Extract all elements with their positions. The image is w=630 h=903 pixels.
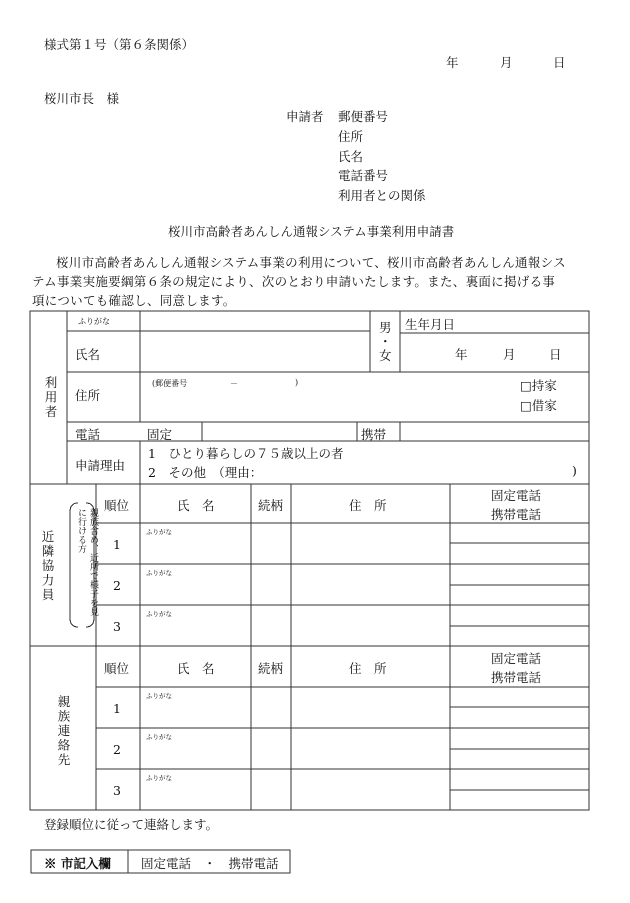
footer-note: 登録順位に従って連絡します。 (44, 817, 219, 832)
user-furigana-label: ふりがな (78, 317, 110, 326)
postal-dash: － (230, 379, 238, 388)
rent-house-checkbox[interactable]: □借家 (520, 398, 557, 413)
postal-prefix: (郵便番号 (152, 379, 188, 388)
applicant-name-label: 氏名 (338, 149, 364, 164)
applicant-postal-label: 郵便番号 (338, 109, 389, 124)
form-number: 様式第１号（第６条関係） (44, 37, 195, 52)
gender-male: 男 (379, 320, 392, 335)
neighbor-col-mobile: 携帯電話 (491, 507, 542, 522)
relative-col-relation: 続柄 (258, 661, 284, 676)
user-side-label: 利用者 (43, 376, 58, 420)
relative-furigana-2: ふりがな (146, 733, 172, 741)
relative-side-label: 親族連絡先 (56, 695, 71, 768)
landline-label: 固定 (147, 427, 173, 442)
mobile-label: 携帯 (361, 427, 387, 442)
relative-col-address: 住 所 (349, 661, 387, 676)
applicant-address-label: 住所 (338, 129, 364, 144)
relative-col-mobile: 携帯電話 (491, 670, 542, 685)
applicant-label: 申請者 (286, 109, 324, 124)
reason-close-paren: ) (572, 463, 577, 478)
relative-col-rank: 順位 (104, 661, 130, 676)
office-use-content: 固定電話 ・ 携帯電話 (141, 856, 279, 871)
applicant-relation-label: 利用者との関係 (338, 188, 426, 203)
relative-rank-2: 2 (113, 742, 121, 757)
neighbor-rank-2: 2 (113, 578, 121, 593)
addressee: 桜川市長 様 (44, 91, 120, 106)
reason-label: 申請理由 (75, 458, 126, 473)
neighbor-furigana-2: ふりがな (146, 569, 172, 577)
neighbor-col-landline: 固定電話 (491, 488, 542, 503)
postal-suffix: ) (295, 378, 299, 387)
neighbor-col-rank: 順位 (104, 498, 130, 513)
birthdate-label: 生年月日 (405, 317, 456, 332)
birth-year-label: 年 (455, 347, 468, 362)
neighbor-col-name: 氏 名 (177, 498, 215, 513)
neighbor-furigana-1: ふりがな (146, 528, 172, 536)
reason-option-2[interactable]: 2 その他 （理由： (148, 465, 263, 480)
body-paragraph (32, 253, 597, 310)
neighbor-col-address: 住 所 (349, 498, 387, 513)
body-line-3: 項についても確認し、同意します。 (32, 293, 236, 308)
relative-rank-3: 3 (113, 783, 121, 798)
reason-option-1[interactable]: 1 ひとり暮らしの７５歳以上の者 (148, 446, 344, 461)
neighbor-rank-3: 3 (113, 619, 121, 634)
relative-rank-1: 1 (113, 701, 121, 716)
body-line-1: 桜川市高齢者あんしん通報システム事業の利用について、桜川市高齢者あんしん通報シス (56, 255, 566, 270)
relative-furigana-1: ふりがな (146, 692, 172, 700)
user-name-label: 氏名 (75, 347, 101, 362)
relative-col-name: 氏 名 (177, 661, 215, 676)
applicant-phone-label: 電話番号 (338, 168, 389, 183)
user-phone-label: 電話 (75, 427, 101, 442)
page-title: 桜川市高齢者あんしん通報システム事業利用申請書 (168, 224, 455, 239)
relative-col-landline: 固定電話 (491, 651, 542, 666)
relative-furigana-3: ふりがな (146, 774, 172, 782)
date-day-label: 日 (553, 55, 566, 70)
office-use-label: ※ 市記入欄 (44, 856, 111, 871)
own-house-checkbox[interactable]: □持家 (520, 378, 557, 393)
gender-dot: ・ (379, 334, 392, 349)
birth-month-label: 月 (503, 347, 516, 362)
gender-female: 女 (379, 348, 392, 363)
neighbor-rank-1: 1 (113, 537, 121, 552)
date-year-label: 年 (446, 55, 459, 70)
neighbor-col-relation: 続柄 (258, 498, 284, 513)
date-month-label: 月 (500, 55, 513, 70)
birth-day-label: 日 (549, 347, 562, 362)
neighbor-side-label: 近隣協力員 (40, 530, 55, 603)
neighbor-note: 親族含め、近所で様子を見に行ける方 (76, 508, 98, 616)
body-line-2: テム事業実施要綱第６条の規定により、次のとおり申請いたします。また、裏面に掲げる事 (32, 274, 556, 289)
neighbor-furigana-3: ふりがな (146, 610, 172, 618)
user-address-label: 住所 (75, 388, 101, 403)
